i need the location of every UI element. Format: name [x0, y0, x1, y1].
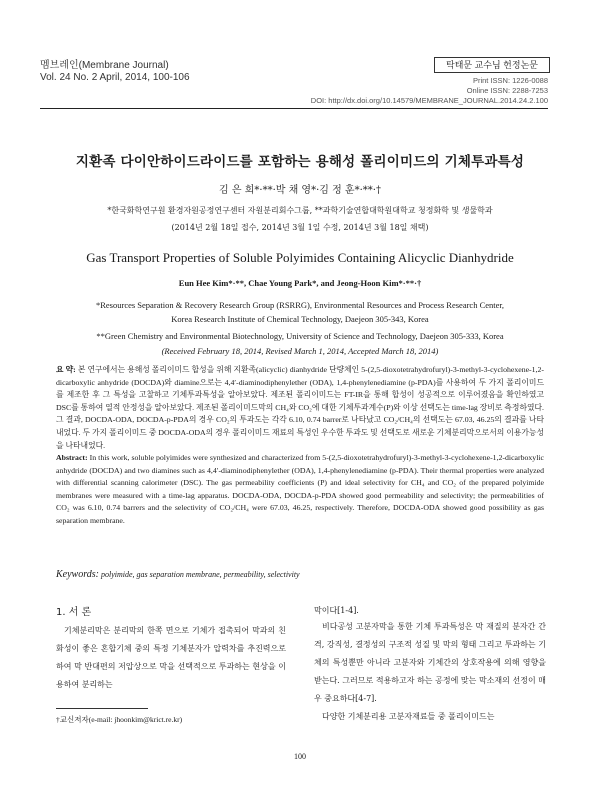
- keywords: [56, 569, 300, 580]
- print-issn: Print ISSN: 1226-0088: [472, 76, 548, 85]
- online-issn: Online ISSN: 2288-7253: [466, 86, 548, 95]
- authors-korean: 김 은 희*·**·박 채 영*·김 정 훈*·**·†: [219, 185, 381, 196]
- body-paragraph-right-3: 다양한 기체분리용 고분자재료들 중 폴리이미드는: [322, 712, 495, 721]
- footnote-divider: [56, 708, 148, 709]
- corresponding-author-footnote: †교신저자(e-mail: jhoonkim@krict.re.kr): [56, 715, 183, 724]
- invited-paper-badge: 탁태문 교수님 헌정논문: [434, 57, 550, 73]
- received-dates-korean: (2014년 2월 18일 접수, 2014년 3월 1일 수정, 2014년 3월 18일 채택): [171, 223, 429, 232]
- title-english: Gas Transport Properties of Soluble Polyimides Containing Alicyclic Dianhydride: [86, 250, 514, 265]
- affiliation-english-1a: *Resources Separation & Recovery Research Group (RSRRG), Environmental Resources and Process Research Center,: [95, 300, 505, 310]
- abstract-korean-text: 본 연구에서는 용해성 폴리이미드 합성을 위해 지환족(alicyclic) dianhydride 단량체인 5-(2,5-dioxotetrahydrofuryl)-3-methyl-3-cyclohexene-1,2-dicarboxylic anhydride (DOCDA)와 diamine으로는 4,4′-diaminodiphenylether (ODA), 1,4-phenylenediamine (p-PDA)를 사용하여 두 가지 폴리이미드를 제조한 후 그 특성을 고찰하고 기체투과특성을 알아보았다. 제조된 폴리이미드는 FT-IR을 통해 합성이 성공적으로 이루어졌음을 확인하였고 DSC를 통하여 열적 안정성을 알아보았다. 제조된 폴리이미드막의 CH₄와 CO₂에 대한 기체투과계수(P)와 이상 선택도는 time-lag 장비로 측정하였다. 그 결과, DOCDA-ODA, DOCDA-p-PDA의 경우 CO₂의 투과도는 각각 6.10, 0.74 barrer로 나타났고 CO₂/CH₄의 선택도는 67.03, 46.25의 결과를 나타내었다. 두 가지 폴리이미드 중 DOCDA-ODA의 경우 폴리이미드 재료의 특성인 우수한 투과도 및 선택도로 새로운 기체분리막으로서의 이용가능성을 나타내었다.: [56, 365, 545, 450]
- abstract-korean-label: 요 약:: [56, 365, 76, 374]
- keywords-text: polyimide, gas separation membrane, permeability, selectivity: [100, 570, 300, 579]
- page-number: 100: [294, 752, 306, 761]
- authors-english: Eun Hee Kim*·**, Chae Young Park*, and Jeong-Hoon Kim*·**·†: [178, 278, 422, 288]
- abstract-english: [56, 452, 544, 528]
- section-heading-introduction: 1. 서 론: [56, 607, 92, 618]
- affiliation-english-1b: Korea Research Institute of Chemical Technology, Daejeon 305-343, Korea: [171, 314, 429, 324]
- body-paragraph-right-2: 비다공성 고분자막을 통한 기체 투과특성은 막 재질의 분자간 간격, 강직성, 결정성의 구조적 성질 및 막의 형태 그리고 투과하는 기체의 특성뿐만 아니라 고분자와 기체간의 상호작용에 의해 영향을 받는다. 그러므로 적용하고자 하는 공정에 맞는 막소재의 선정이 매우 중요하다[4-7].: [314, 622, 546, 703]
- body-paragraph-left: 기체분리막은 분리막의 한쪽 면으로 기체가 접촉되어 막과의 친화성이 좋은 혼합기체 중의 특정 기체분자가 압력차를 추진력으로 하여 막 반대편의 저압상으로 막을 선택적으로 투과하는 현상을 이용하여 분리하는: [56, 626, 286, 689]
- affiliation-english-2: **Green Chemistry and Environmental Biotechnology, University of Science and Technology, Daejeon 305-333, Korea: [96, 331, 504, 341]
- doi-link[interactable]: DOI: http://dx.doi.org/10.14579/MEMBRANE_JOURNAL.2014.24.2.100: [310, 96, 548, 105]
- body-paragraph-right-1: 막이다[1-4].: [314, 606, 359, 615]
- abstract-english-label: Abstract:: [56, 453, 88, 462]
- journal-name: 멤브레인(Membrane Journal): [40, 60, 169, 71]
- header-divider: [40, 108, 548, 109]
- keywords-label: Keywords:: [56, 569, 99, 580]
- affiliation-korean: *한국화학연구원 환경자원공정연구센터 자원분리회수그룹, **과학기술연합대학원대학교 청정화학 및 생물학과: [107, 206, 493, 215]
- abstract-english-text: In this work, soluble polyimides were synthesized and characterized from 5-(2,5-dioxotetrahydrofuryl)-3-methyl-3-cyclohexene-1,2-dicarboxylic anhydride (DOCDA) and two diamines such as 4,4′-diaminodiphenylether (ODA), 1,4-phenylenediamine (p-PDA). Their thermal properties were analyzed with differential scanning calorimeter (DSC). The gas permeability coefficients (P) and ideal selectivity for CH₄ and CO₂ of the prepared polyimide membranes were measured with a time-lag apparatus. DOCDA-ODA, DOCDA-p-PDA showed good permeability and selectivity; the permeabilities of CO₂ was 6.10, 0.74 barrers and the selectivity of CO₂/CH₄ were 67.03, 46.25, respectively. Therefore, DOCDA-ODA showed good possibility as gas separation membrane.: [56, 453, 544, 525]
- journal-issue: Vol. 24 No. 2 April, 2014, 100-106: [40, 72, 190, 83]
- title-korean: 지환족 다이안하이드라이드를 포함하는 용해성 폴리이미드의 기체투과특성: [75, 154, 525, 170]
- abstract-korean: [56, 364, 544, 452]
- received-dates-english: (Received February 18, 2014, Revised March 1, 2014, Accepted March 18, 2014): [161, 346, 439, 356]
